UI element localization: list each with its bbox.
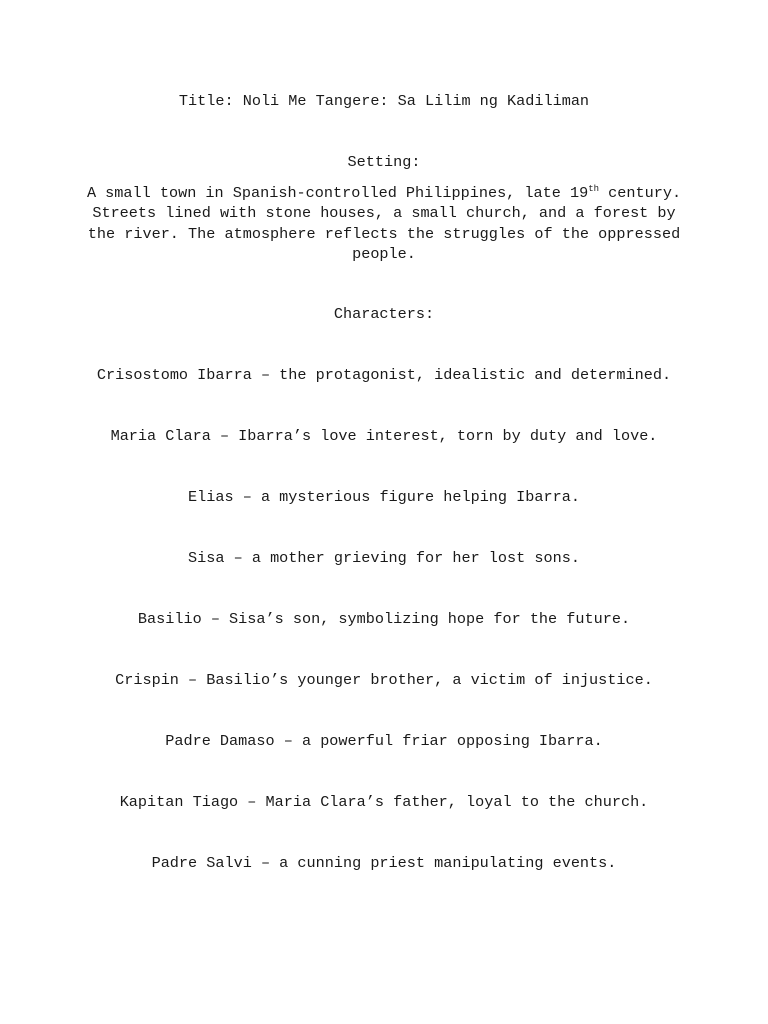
character-entry: Elias – a mysterious figure helping Ibarra. (188, 488, 580, 506)
setting-paragraph (84, 183, 684, 264)
character-entry: Basilio – Sisa’s son, symbolizing hope for the future. (137, 610, 631, 628)
character-entry: Sisa – a mother grieving for her lost sons. (188, 549, 580, 567)
character-entry: Maria Clara – Ibarra’s love interest, torn by duty and love. (110, 427, 658, 445)
character-entry: Padre Damaso – a powerful friar opposing Ibarra. (165, 732, 603, 750)
setting-text-start: A small town in Spanish-controlled Philippines, late 19 (86, 184, 589, 202)
characters-heading: Characters: (333, 305, 435, 323)
setting-text-end: century. Streets lined with stone houses, a small church, and a forest by the river. The atmosphere reflects the struggles of the oppressed people. (87, 184, 682, 263)
character-entry: Padre Salvi – a cunning priest manipulating events. (151, 854, 617, 872)
character-entry: Crisostomo Ibarra – the protagonist, idealistic and determined. (96, 366, 672, 384)
setting-heading: Setting: (347, 153, 421, 171)
character-entry: Crispin – Basilio’s younger brother, a victim of injustice. (115, 671, 653, 689)
document-title: Title: Noli Me Tangere: Sa Lilim ng Kadiliman (178, 92, 590, 110)
setting-superscript: th (588, 184, 600, 194)
character-entry: Kapitan Tiago – Maria Clara’s father, loyal to the church. (119, 793, 649, 811)
